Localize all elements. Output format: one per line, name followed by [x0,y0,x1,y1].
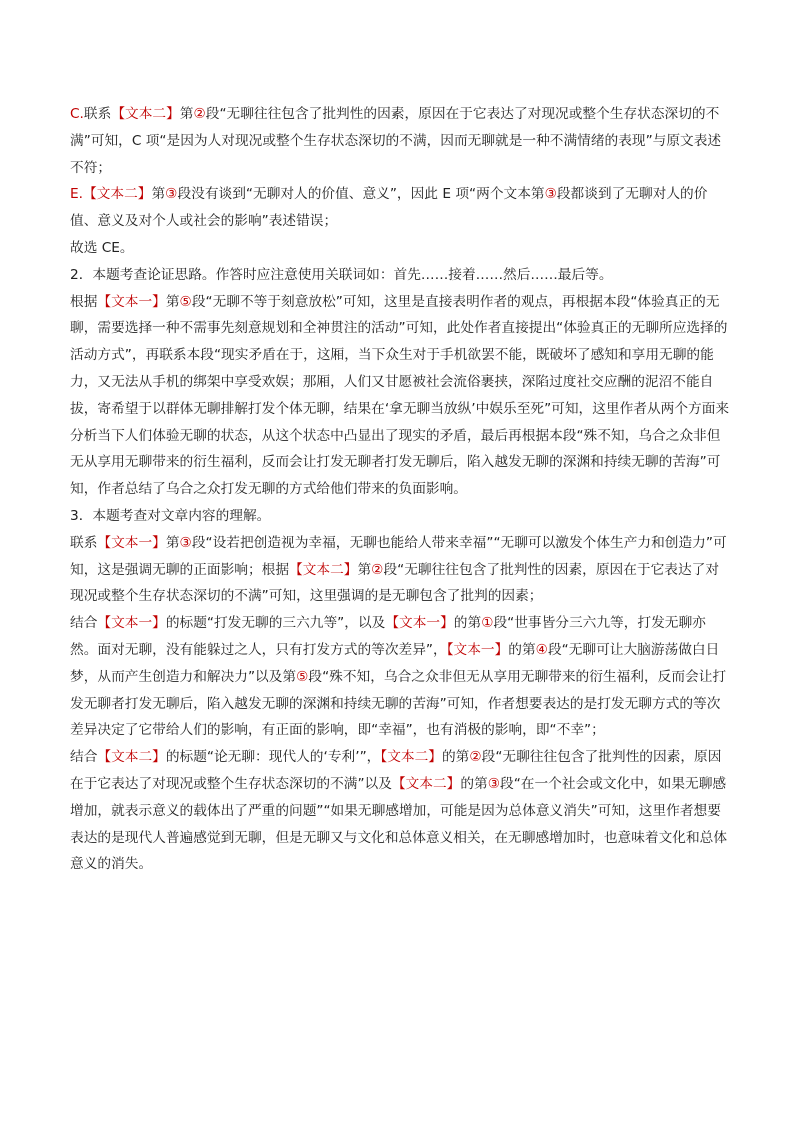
body-text: 的第 [441,749,470,766]
paragraph [70,503,730,530]
body-text: 2．本题考查论证思路。作答时应注意使用关联词如：首先……接着……然后……最后等。 [70,266,613,283]
body-text: 的第 [508,641,536,658]
highlight-text: ③ [544,186,557,203]
highlight-text: 【文本二】 [289,561,358,578]
body-text: 第 [179,106,194,122]
body-text: 段“设若把创造视为幸福，无聊也能给人带来幸福”“无聊可以激发个体生产力和创造力”可知，这是强调无聊的正面影响；根据 [70,534,727,578]
body-text: 结合 [70,749,98,766]
paragraph [70,610,730,744]
answer-explanation-body [70,101,730,878]
body-text: 的标题“论无聊：现代人的‘专利’”， [165,749,381,766]
paragraph [70,101,730,181]
body-text: 结合 [70,615,98,632]
body-text: 段“无聊往往包含了批判性的因素，原因在于它表达了对现况或整个生存状态深切的不满”以及 [70,749,722,792]
body-text: 段“殊不知，乌合之众非但无从享用无聊带来的衍生福利，反而会让打发无聊者打发无聊后，陷入越发无聊的深渊和持续无聊的苦海”可知，作者想要表达的是打发无聊方式的等次差异决定了它带给人们的影响，有正面的影响，即“幸福”，也有消极的影响，即“不幸”； [70,668,727,739]
body-text: 段“世事皆分三六九等，打发无聊亦然。面对无聊，没有能躲过之人，只有打发方式的等次差异”， [70,615,706,658]
highlight-text: ② [193,106,206,122]
highlight-text: 【文本二】 [97,749,166,766]
highlight-text: 【文本一】 [385,615,454,632]
paragraph [70,262,730,289]
body-text: 故选 CE。 [70,239,134,256]
body-text: 根据 [70,293,98,310]
body-text: 的标题“打发无聊的三六九等”，以及 [165,615,386,632]
highlight-text: ⑤ [179,293,192,310]
body-text: 段“无聊往往包含了批判性的因素，原因在于它表达了对现况或整个生存状态深切的不满”可知，C 项“是因为人对现况或整个生存状态深切的不满，因而无聊就是一种不满情绪的表现”与原文表述不符； [70,106,722,176]
body-text: 段“无聊可让大脑游荡做白日梦，从而产生创造力和解决力”以及第 [70,641,720,685]
body-text: 联系 [83,106,112,122]
highlight-text: ① [481,615,494,632]
highlight-text: 【文本一】 [97,615,166,632]
highlight-text: ⑤ [296,668,309,685]
body-text: 段没有谈到“无聊对人的价值、意义”，因此 E 项“两个文本第 [177,186,545,203]
highlight-text: 【文本二】 [111,106,180,122]
body-text: 第 [357,561,372,578]
paragraph [70,530,730,610]
paragraph [70,744,730,878]
body-text: 段“无聊往往包含了批判性的因素，原因在于它表达了对现况或整个生存状态深切的不满”可知，这里强调的是无聊包含了批判的因素； [70,561,720,605]
body-text: 段都谈到了无聊对人的价值、意义及对个人或社会的影响”表述错误； [70,186,708,230]
body-text: 第 [151,186,166,203]
paragraph [70,235,730,262]
paragraph [70,289,730,503]
highlight-text: ③ [165,186,178,203]
highlight-text: ② [469,749,482,766]
highlight-text: ④ [535,641,548,658]
highlight-text: 【文本二】 [391,775,461,792]
highlight-text: 【文本二】 [380,749,442,766]
paragraph [70,181,730,235]
highlight-text: 【文本二】 [83,186,152,203]
highlight-text: 【文本一】 [446,641,509,658]
body-text: 3．本题考查对文章内容的理解。 [70,507,271,524]
highlight-text: C. [70,106,84,122]
highlight-text: 【文本一】 [97,534,166,551]
body-text: 的第 [453,615,482,632]
highlight-text: ③ [179,534,192,551]
body-text: 的第 [460,775,488,792]
body-text: 段“在一个社会或文化中，如果无聊感增加，就表示意义的载体出了严重的问题”“如果无聊感增加，可能是因为总体意义消失”可知，这里作者想要表达的是现代人普遍感觉到无聊，但是无聊又与文化和总体意义相关，在无聊感增加时，也意味着文化和总体意义的消失。 [70,775,728,873]
body-text: 段“无聊不等于刻意放松”可知，这里是直接表明作者的观点，再根据本段“体验真正的无聊，需要选择一种不需事先刻意规划和全神贯注的活动”可知，此处作者直接提出“体验真正的无聊所应选择的活动方式”，再联系本段“现实矛盾在于，这厢，当下众生对于手机欲罢不能，既破坏了感知和享用无聊的能力，又无法从手机的绑架中享受欢娱；那厢，人们又甘愿被社会流俗裹挟，深陷过度社交应酬的泥沼不能自拔，寄希望于以群体无聊排解打发个体无聊，结果在‘拿无聊当放纵’中娱乐至死”可知，这里作者从两个方面来分析当下人们体验无聊的状态，从这个状态中凸显出了现实的矛盾，最后再根据本段“殊不知，乌合之众非但无从享用无聊带来的衍生福利，反而会让打发无聊者打发无聊后，陷入越发无聊的深渊和持续无聊的苦海”可知，作者总结了乌合之众打发无聊的方式给他们带来的负面影响。 [70,293,730,498]
highlight-text: ② [371,561,384,578]
body-text: 第 [165,293,180,310]
body-text: 联系 [70,534,98,551]
highlight-text: ③ [487,775,501,792]
highlight-text: 【文本一】 [97,293,166,310]
body-text: 第 [165,534,180,551]
highlight-text: E. [70,186,83,203]
